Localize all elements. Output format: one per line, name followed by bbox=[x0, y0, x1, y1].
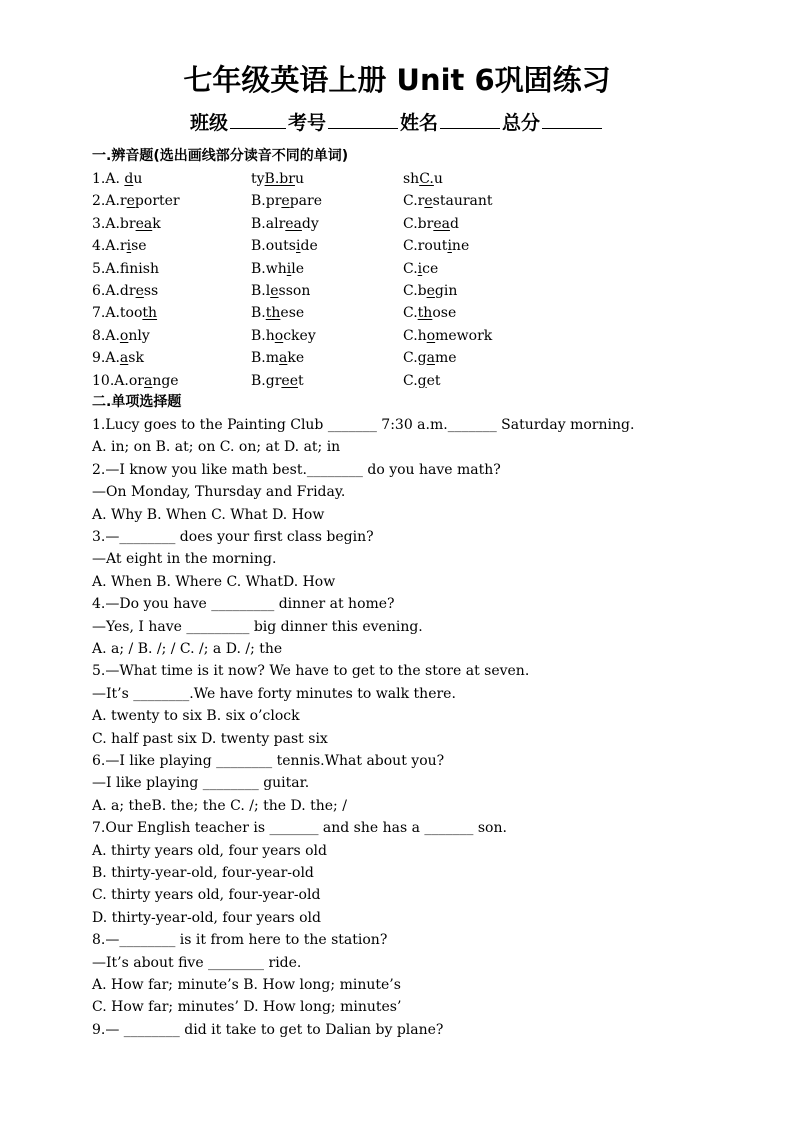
option-word[interactable]: C.game bbox=[403, 350, 457, 367]
option-word[interactable]: 10.A.orange bbox=[92, 372, 179, 389]
exam-no-label: 考号 bbox=[287, 112, 326, 134]
option-word[interactable]: B.lesson bbox=[251, 283, 311, 299]
question-line: —I like playing ________ guitar. bbox=[92, 775, 310, 792]
question-line: C. half past six D. twenty past six bbox=[92, 730, 328, 747]
page-title: 七年级英语上册 Unit 6巩固练习 bbox=[183, 63, 611, 97]
option-word[interactable]: shC.u bbox=[403, 171, 443, 187]
option-word[interactable]: C.those bbox=[403, 305, 457, 322]
question-line: A. in; on B. at; on C. on; at D. at; in bbox=[92, 439, 341, 456]
exam-no-blank[interactable] bbox=[328, 110, 398, 129]
option-word[interactable]: 2.A.reporter bbox=[92, 193, 180, 210]
option-word[interactable]: B.already bbox=[251, 215, 319, 232]
option-word[interactable]: 1.A. du bbox=[92, 171, 143, 187]
question-line: A. How far; minute’s B. How long; minute’s bbox=[92, 977, 401, 993]
section1-title: 一.辨音题(选出画线部分读音不同的单词) bbox=[92, 148, 349, 164]
pronunciation-row bbox=[0, 280, 794, 302]
question-line: 7.Our English teacher is _______ and she has a _______ son. bbox=[92, 820, 507, 837]
question-line: A. a; theB. the; the C. /; the D. the; / bbox=[92, 797, 347, 814]
option-word[interactable]: C.homework bbox=[403, 327, 493, 344]
pronunciation-row bbox=[0, 213, 794, 235]
question-line: A. twenty to six B. six o’clock bbox=[92, 708, 300, 725]
class-blank[interactable] bbox=[230, 110, 286, 129]
question-line: A. When B. Where C. WhatD. How bbox=[92, 573, 336, 590]
pronunciation-row bbox=[0, 258, 794, 280]
option-word[interactable]: B.prepare bbox=[251, 193, 322, 210]
question-line: A. a; / B. /; / C. /; a D. /; the bbox=[92, 641, 283, 657]
pronunciation-row bbox=[0, 235, 794, 257]
option-word[interactable]: C.ice bbox=[403, 260, 439, 277]
question-line: C. thirty years old, four-year-old bbox=[92, 887, 321, 904]
option-word[interactable]: B.these bbox=[251, 305, 305, 322]
pronunciation-row bbox=[0, 190, 794, 212]
option-word[interactable]: 8.A.only bbox=[92, 327, 150, 344]
option-word[interactable]: 7.A.tooth bbox=[92, 305, 158, 322]
score-label: 总分 bbox=[502, 112, 541, 134]
option-word[interactable]: C.get bbox=[403, 372, 441, 389]
question-line: —Yes, I have _________ big dinner this evening. bbox=[92, 618, 423, 635]
question-line: —It’s about five ________ ride. bbox=[92, 954, 302, 971]
question-line: —It’s ________.We have forty minutes to walk there. bbox=[92, 685, 456, 702]
question-line: D. thirty-year-old, four years old bbox=[92, 909, 321, 926]
pronunciation-row bbox=[0, 302, 794, 324]
option-word[interactable]: C.restaurant bbox=[403, 193, 493, 210]
pronunciation-row bbox=[0, 168, 794, 190]
student-info-line bbox=[0, 108, 794, 138]
score-blank[interactable] bbox=[542, 110, 602, 129]
option-word[interactable]: 4.A.rise bbox=[92, 238, 147, 255]
option-word[interactable]: B.make bbox=[251, 350, 305, 367]
question-line: 8.—________ is it from here to the station? bbox=[92, 932, 388, 949]
option-word[interactable]: tyB.bru bbox=[251, 171, 304, 187]
option-word[interactable]: B.hockey bbox=[251, 327, 316, 344]
question-line: 5.—What time is it now? We have to get to the store at seven. bbox=[92, 663, 530, 680]
question-line: 9.— ________ did it take to get to Dalian by plane? bbox=[92, 1021, 444, 1038]
option-word[interactable]: 6.A.dress bbox=[92, 283, 159, 299]
question-line: 3.—________ does your first class begin? bbox=[92, 529, 374, 545]
option-word[interactable]: B.outside bbox=[251, 238, 318, 255]
option-word[interactable]: 3.A.break bbox=[92, 215, 161, 232]
question-line: 2.—I know you like math best.________ do you have math? bbox=[92, 461, 501, 478]
option-word[interactable]: 9.A.ask bbox=[92, 350, 144, 367]
question-line: 4.—Do you have _________ dinner at home? bbox=[92, 596, 395, 613]
question-line: C. How far; minutes’ D. How long; minutes’ bbox=[92, 999, 402, 1016]
pronunciation-row bbox=[0, 347, 794, 369]
option-word[interactable]: B.while bbox=[251, 260, 304, 277]
question-line: 1.Lucy goes to the Painting Club _______ 7:30 a.m._______ Saturday morning. bbox=[92, 417, 635, 433]
section2-title: 二.单项选择题 bbox=[92, 394, 182, 410]
option-word[interactable]: C.routine bbox=[403, 238, 470, 255]
question-line: B. thirty-year-old, four-year-old bbox=[92, 865, 314, 881]
question-line: —On Monday, Thursday and Friday. bbox=[92, 484, 346, 501]
name-blank[interactable] bbox=[440, 110, 500, 129]
option-word[interactable]: B.greet bbox=[251, 372, 304, 389]
name-label: 姓名 bbox=[400, 112, 439, 134]
option-word[interactable]: C.bread bbox=[403, 215, 459, 232]
class-label: 班级 bbox=[189, 112, 228, 134]
option-word[interactable]: 5.A.fnish bbox=[92, 260, 159, 277]
option-word[interactable]: C.begin bbox=[403, 283, 458, 299]
question-line: 6.—I like playing ________ tennis.What about you? bbox=[92, 753, 445, 769]
question-line: —At eight in the morning. bbox=[92, 551, 277, 568]
question-line: A. Why B. When C. What D. How bbox=[92, 506, 325, 523]
pronunciation-row bbox=[0, 325, 794, 347]
question-line: A. thirty years old, four years old bbox=[92, 842, 327, 859]
pronunciation-row bbox=[0, 370, 794, 392]
